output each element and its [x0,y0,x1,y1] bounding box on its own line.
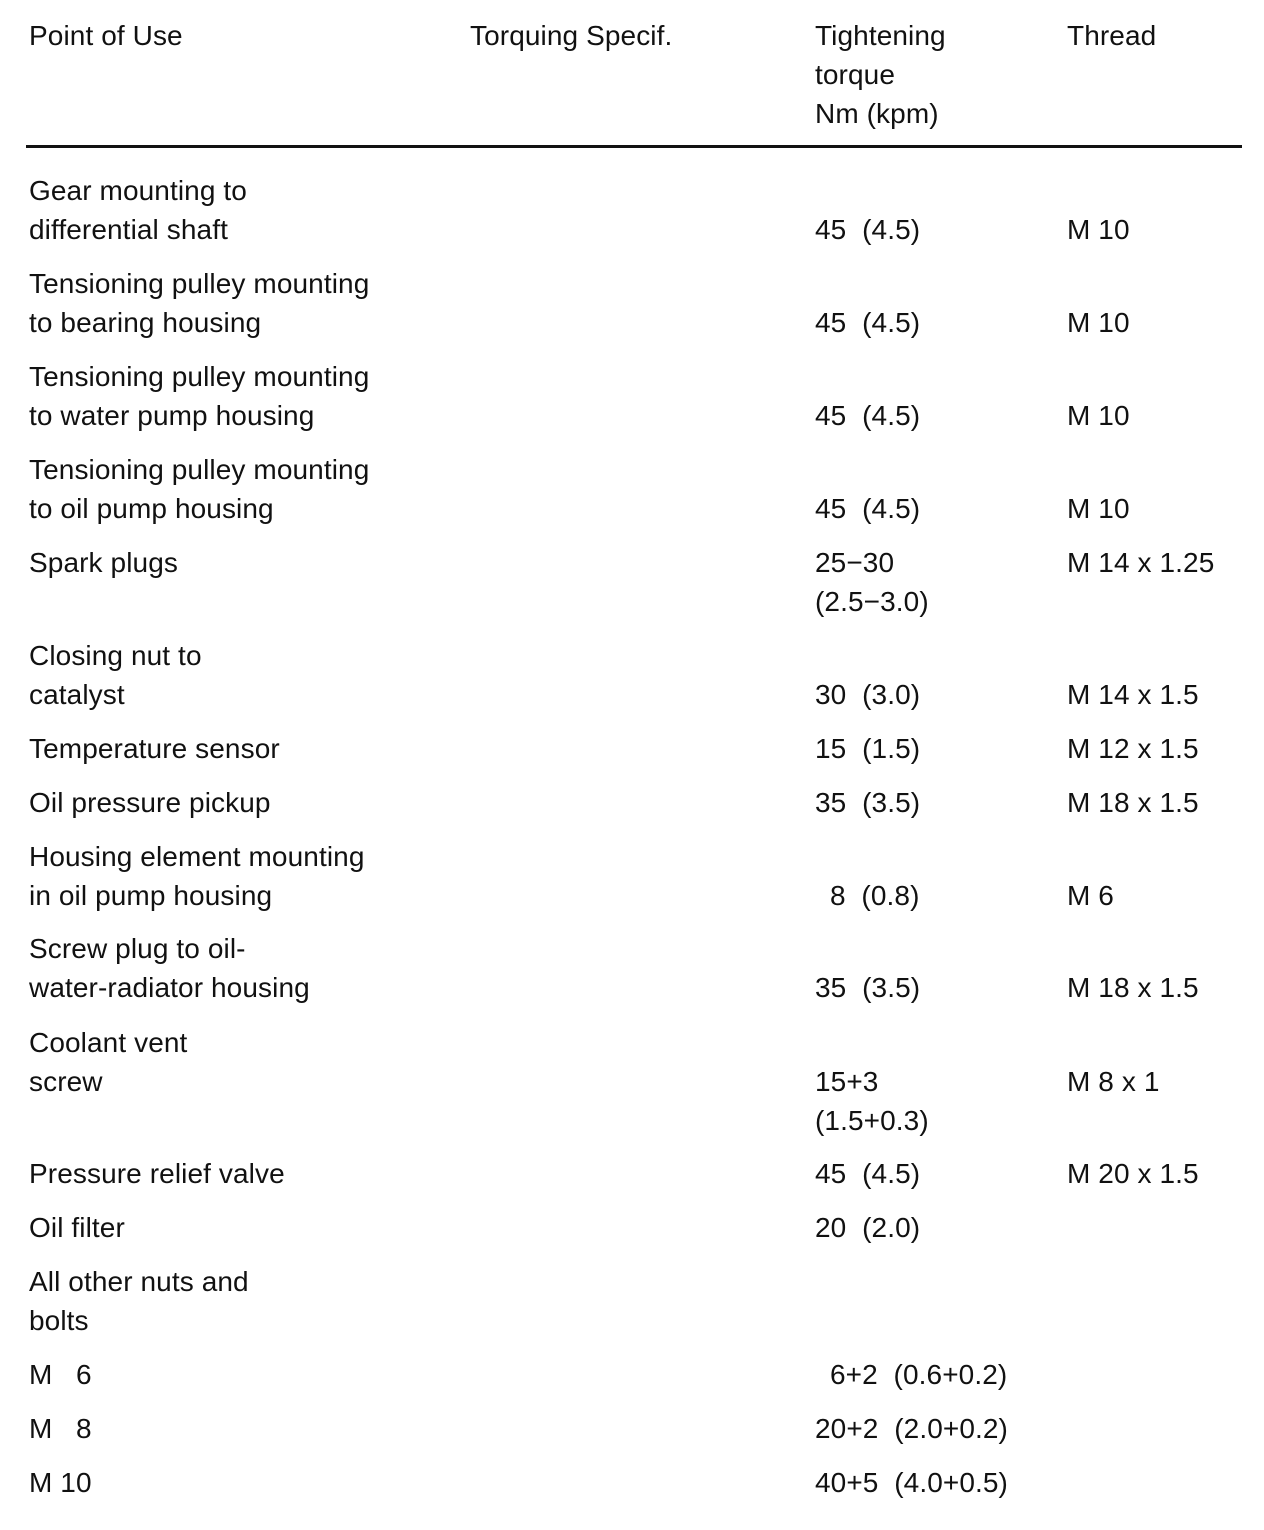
row-point-of-use: Temperature sensor [29,733,280,764]
row-thread: M 14 x 1.25 [1067,547,1215,578]
row-torque: 15 (1.5) [815,733,921,764]
header-divider [26,145,1242,148]
row-torque: 35 (3.5) [815,787,921,818]
row-point-of-use: Housing element mounting in oil pump housing [29,841,365,911]
row-torque: 6+2 (0.6+0.2) [830,1359,1008,1390]
row-thread: M 10 [1067,493,1130,524]
row-point-of-use: M 10 [29,1467,92,1498]
row-point-of-use: Tensioning pulley mounting to water pump housing [29,361,370,431]
row-point-of-use: Oil pressure pickup [29,787,271,818]
row-thread: M 14 x 1.5 [1067,679,1199,710]
row-torque: 35 (3.5) [815,972,921,1003]
row-point-of-use: M 8 [29,1413,92,1444]
row-thread: M 10 [1067,214,1130,245]
row-point-of-use: Coolant vent screw [29,1027,188,1097]
row-point-of-use: M 6 [29,1359,92,1390]
row-point-of-use: Closing nut to catalyst [29,640,202,710]
row-torque: 45 (4.5) [815,400,921,431]
row-thread: M 18 x 1.5 [1067,972,1199,1003]
header-thread: Thread [1067,20,1157,51]
row-point-of-use: Spark plugs [29,547,178,578]
row-torque: 25−30 (2.5−3.0) [815,547,929,617]
row-thread: M 10 [1067,400,1130,431]
row-torque: 40+5 (4.0+0.5) [815,1467,1008,1498]
header-torquing-spec: Torquing Specif. [470,20,673,51]
header-tightening-torque: Tightening torque Nm (kpm) [815,20,946,129]
row-torque: 15+3 (1.5+0.3) [815,1066,929,1136]
header-point-of-use: Point of Use [29,20,183,51]
row-point-of-use: All other nuts and bolts [29,1266,249,1336]
row-point-of-use: Tensioning pulley mounting to oil pump housing [29,454,370,524]
row-thread: M 6 [1067,880,1114,911]
row-thread: M 20 x 1.5 [1067,1158,1199,1189]
row-thread: M 8 x 1 [1067,1066,1160,1097]
row-torque: 45 (4.5) [815,214,921,245]
row-torque: 45 (4.5) [815,493,921,524]
row-thread: M 18 x 1.5 [1067,787,1199,818]
row-torque: 30 (3.0) [815,679,921,710]
row-torque: 8 (0.8) [830,880,920,911]
row-point-of-use: Screw plug to oil- water-radiator housing [29,933,310,1003]
row-thread: M 10 [1067,307,1130,338]
row-point-of-use: Tensioning pulley mounting to bearing housing [29,268,370,338]
row-torque: 20 (2.0) [815,1212,921,1243]
row-torque: 45 (4.5) [815,307,921,338]
row-point-of-use: Gear mounting to differential shaft [29,175,247,245]
row-torque: 45 (4.5) [815,1158,921,1189]
row-point-of-use: Pressure relief valve [29,1158,285,1189]
row-torque: 20+2 (2.0+0.2) [815,1413,1008,1444]
row-point-of-use: Oil filter [29,1212,125,1243]
row-thread: M 12 x 1.5 [1067,733,1199,764]
